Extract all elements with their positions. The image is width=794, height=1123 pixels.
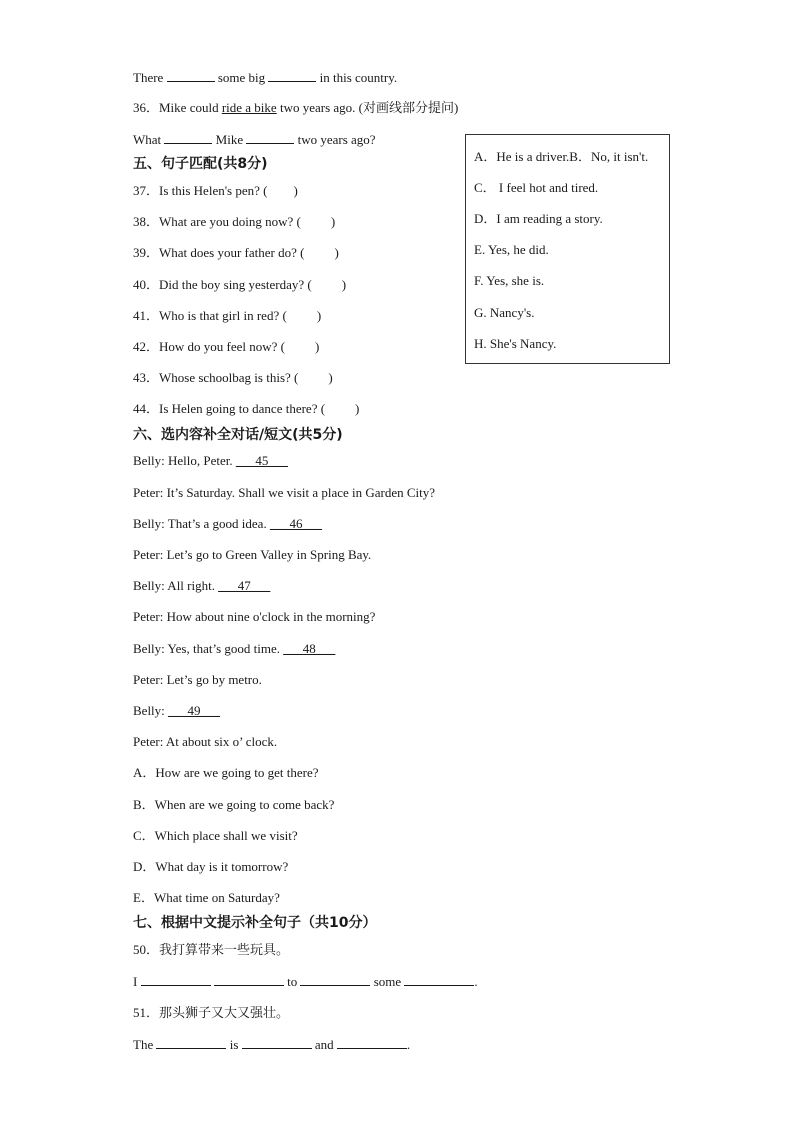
- dialogue-line: [133, 672, 262, 688]
- question-text: 37．Is this Helen's pen? (: [133, 183, 268, 198]
- question-41: [133, 308, 321, 324]
- dialogue-option-c: C．Which place shall we visit?: [133, 828, 298, 843]
- dialogue-blank-46[interactable]: ___46___: [269, 516, 322, 531]
- paren-close: ): [293, 183, 298, 198]
- q51-period: .: [406, 1037, 411, 1052]
- dialogue-text: Belly: All right.: [133, 578, 219, 593]
- answer-blank[interactable]: [300, 973, 370, 986]
- paren-close: ): [341, 277, 347, 292]
- dialogue-line: [133, 516, 322, 532]
- dialogue-line: [133, 547, 371, 563]
- dialogue-line: [133, 641, 335, 657]
- paren-close: ): [330, 214, 336, 229]
- dialogue-text: Belly: That’s a good idea.: [133, 516, 270, 531]
- option-h: H. She's Nancy.: [474, 336, 557, 351]
- question-text: 39．What does your father do? (: [133, 245, 305, 260]
- option-e: E. Yes, he did.: [474, 242, 549, 257]
- dialogue-option-b: B．When are we going to come back?: [133, 797, 335, 812]
- answer-blank[interactable]: [156, 1036, 226, 1049]
- q50-word: I: [133, 974, 138, 989]
- dialogue-text: Belly:: [133, 703, 169, 718]
- q50-period: .: [474, 974, 478, 989]
- answer-blank[interactable]: [337, 1036, 407, 1049]
- section-7-title: 七、根据中文提示补全句子（共10分）: [133, 915, 377, 931]
- dialogue-line: [133, 453, 288, 469]
- dialogue-line: [133, 578, 270, 594]
- paren-close: ): [355, 401, 360, 416]
- q51-answer-line: [133, 1036, 410, 1053]
- q50-answer-line: [133, 973, 478, 990]
- q51-word: is: [229, 1037, 239, 1052]
- q36-answer-line: [133, 131, 376, 148]
- question-43: [133, 370, 333, 386]
- dialogue-text: Peter: How about nine o'clock in the morning?: [133, 609, 376, 624]
- question-text: 38．What are you doing now? (: [133, 214, 301, 229]
- q51-word: The: [133, 1037, 154, 1052]
- question-text: 41．Who is that girl in red? (: [133, 308, 287, 323]
- option-g: G. Nancy's.: [474, 305, 535, 320]
- q36-line: [133, 100, 458, 116]
- section-5-title: 五、句子匹配(共8分): [133, 156, 268, 172]
- q36-mike: Mike: [215, 132, 244, 147]
- question-40: [133, 277, 346, 293]
- dialogue-text: Peter: Let’s go to Green Valley in Spring Bay.: [133, 547, 372, 562]
- q36-what: What: [133, 132, 162, 147]
- answer-blank[interactable]: [246, 131, 294, 144]
- question-39: [133, 245, 339, 261]
- q36-end: two years ago?: [297, 132, 376, 147]
- option-f: F. Yes, she is.: [474, 273, 545, 288]
- section-6-title: 六、选内容补全对话/短文(共5分): [133, 427, 343, 443]
- q35-post: in this country.: [319, 70, 398, 85]
- dialogue-line: [133, 485, 435, 501]
- paren-close: ): [316, 308, 322, 323]
- answer-blank[interactable]: [214, 973, 284, 986]
- answer-blank[interactable]: [242, 1036, 312, 1049]
- paren-close: ): [334, 245, 339, 260]
- question-text: 40．Did the boy sing yesterday? (: [133, 277, 312, 292]
- option-a-b: A．He is a driver.B．No, it isn't.: [474, 149, 649, 164]
- question-44: [133, 401, 359, 417]
- q50-word: to: [287, 974, 298, 989]
- question-text: 43．Whose schoolbag is this? (: [133, 370, 299, 385]
- dialogue-text: Belly: Yes, that’s good time.: [133, 641, 284, 656]
- option-c: C． I feel hot and tired.: [474, 180, 599, 195]
- dialogue-option-a: A．How are we going to get there?: [133, 765, 319, 780]
- dialogue-option-d: D．What day is it tomorrow?: [133, 859, 289, 874]
- dialogue-text: Peter: At about six o’ clock.: [133, 734, 278, 749]
- question-42: [133, 339, 319, 355]
- answer-blank[interactable]: [167, 69, 215, 82]
- q36-rest: two years ago. (对画线部分提问): [279, 100, 459, 115]
- option-d: D．I am reading a story.: [474, 211, 603, 226]
- paren-close: ): [328, 370, 333, 385]
- dialogue-text: Belly: Hello, Peter.: [133, 453, 236, 468]
- question-37: [133, 183, 298, 199]
- dialogue-text: Peter: Let’s go by metro.: [133, 672, 262, 687]
- dialogue-line: [133, 734, 277, 750]
- answer-blank[interactable]: [268, 69, 316, 82]
- dialogue-blank-47[interactable]: ___47___: [218, 578, 271, 593]
- question-text: 44．Is Helen going to dance there? (: [133, 401, 326, 416]
- q51-word: and: [314, 1037, 334, 1052]
- q50-word: some: [373, 974, 402, 989]
- q51-prompt: 51．那头狮子又大又强壮。: [133, 1005, 290, 1020]
- dialogue-line: [133, 609, 375, 625]
- answer-blank[interactable]: [164, 131, 212, 144]
- q36-number: 36．Mike could: [133, 100, 219, 115]
- q35-pre: There: [133, 70, 164, 85]
- q50-prompt: 50．我打算带来一些玩具。: [133, 942, 290, 957]
- paren-close: ): [315, 339, 320, 354]
- matching-options-box: [465, 134, 670, 364]
- question-38: [133, 214, 335, 230]
- dialogue-line: [133, 703, 220, 719]
- q35-mid: some big: [217, 70, 266, 85]
- question-text: 42．How do you feel now? (: [133, 339, 285, 354]
- answer-blank[interactable]: [404, 973, 474, 986]
- answer-blank[interactable]: [141, 973, 211, 986]
- dialogue-blank-48[interactable]: ___48___: [283, 641, 336, 656]
- dialogue-blank-49[interactable]: ___49___: [168, 703, 221, 718]
- q35-line: [133, 69, 397, 86]
- dialogue-blank-45[interactable]: ___45___: [235, 453, 288, 468]
- q36-underlined-phrase: ride a bike: [221, 100, 277, 115]
- dialogue-option-e: E．What time on Saturday?: [133, 890, 280, 905]
- dialogue-text: Peter: It’s Saturday. Shall we visit a place in Garden City?: [133, 485, 436, 500]
